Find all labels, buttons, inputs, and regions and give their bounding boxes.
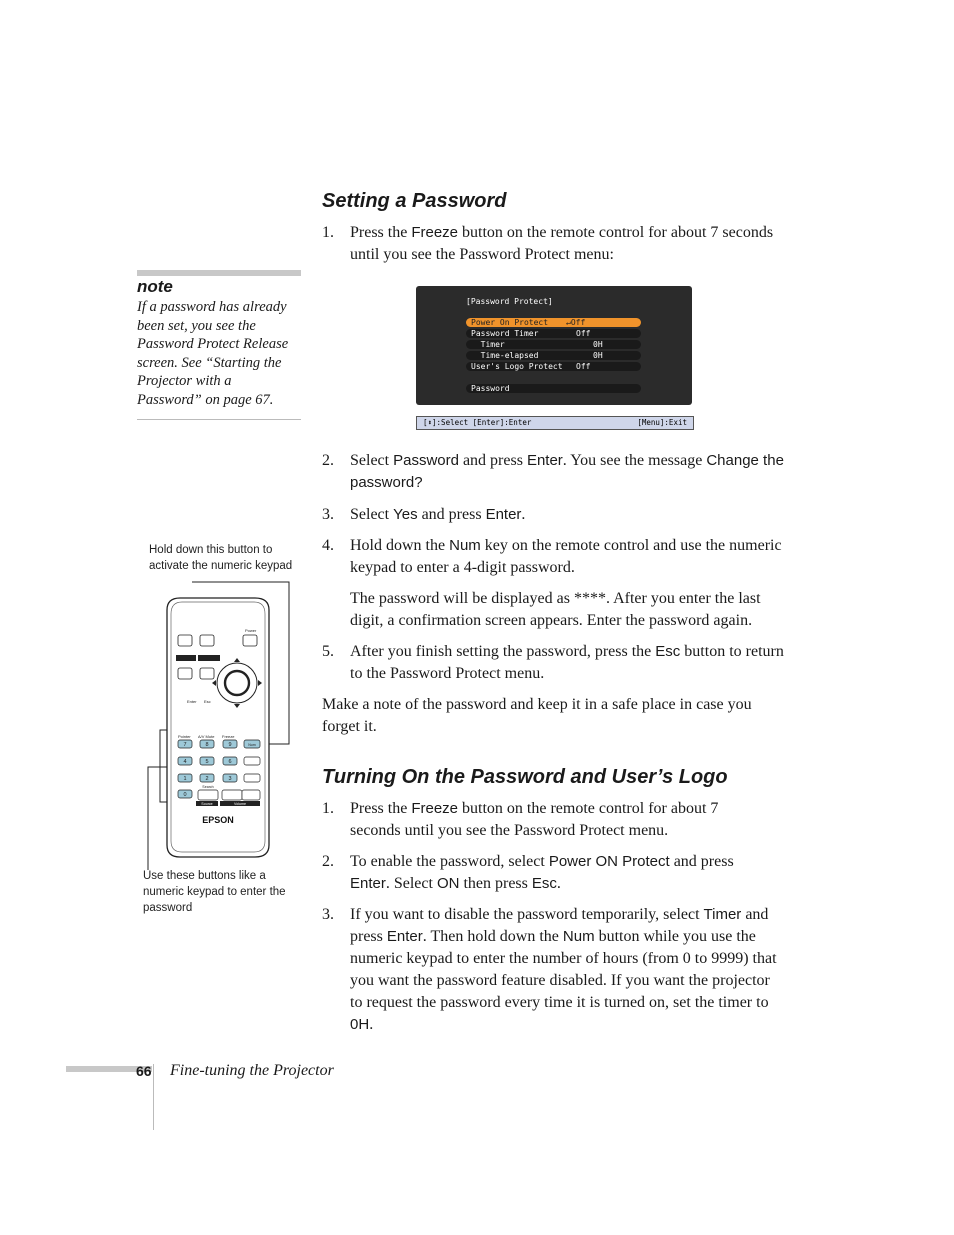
- remote-control-illustration: [130, 570, 310, 870]
- menu-item-users-logo-protect[interactable]: User's Logo Protect: [471, 362, 563, 371]
- remote-label: A/V Mute: [198, 734, 215, 739]
- step-number: 5.: [322, 643, 334, 660]
- footer-divider: [153, 1064, 154, 1130]
- step-text: To enable the password, select Power ON Protect and press Enter. Select ON then press Esc.: [350, 853, 734, 892]
- status-right: [Menu]:Exit: [637, 418, 687, 427]
- menu-status-bar: [416, 416, 694, 430]
- menu-item-timer[interactable]: Timer: [471, 340, 505, 349]
- step-number: 1.: [322, 800, 334, 817]
- remote-label: Esc: [204, 699, 211, 704]
- remote-label: Enter: [187, 699, 197, 704]
- password-protect-menu: [416, 286, 692, 405]
- menu-value: 0H: [593, 351, 603, 360]
- remote-label: Search: [202, 785, 214, 789]
- keypad-key[interactable]: 4: [183, 759, 187, 765]
- note-top-rule: [137, 270, 301, 276]
- make-note-paragraph: Make a note of the password and keep it in a safe place in case you forget it.: [322, 696, 752, 735]
- menu-title: [Password Protect]: [466, 297, 553, 306]
- note-text: If a password has already been set, you see the Password Protect Release screen. See “Starting the Projector with a Password” on page 67.: [137, 299, 289, 408]
- step-text: Select Password and press Enter. You see the message Change the password?: [350, 452, 784, 491]
- step-text: Press the Freeze button on the remote control for about 7 seconds until you see the Password Protect menu:: [350, 224, 774, 263]
- remote-label: Source: [201, 802, 213, 806]
- remote-brand: EPSON: [202, 815, 234, 825]
- status-left: [⬍]:Select [Enter]:Enter: [423, 418, 532, 427]
- keypad-key[interactable]: 7: [183, 742, 187, 748]
- step-text: Hold down the Num key on the remote control and use the numeric keypad to enter a 4-digit password.: [350, 537, 782, 576]
- note-bottom-rule: [137, 419, 301, 420]
- step-number: 3.: [322, 906, 334, 923]
- menu-value: ↵Off: [566, 318, 586, 327]
- step-text: If you want to disable the password temporarily, select Timer and press Enter. Then hold down the Num button while you use the numeric keypad to enter the number of hours (from 0 to 9999) that you want the password feature disabled. If you want the projector to request the password every time it is turned on, set the timer to 0H.: [350, 906, 777, 1033]
- remote-label: Volume: [234, 802, 246, 806]
- step-number: 2.: [322, 452, 334, 469]
- keypad-key[interactable]: 3: [228, 776, 232, 782]
- step-number: 4.: [322, 537, 334, 554]
- page-number: 66: [136, 1063, 152, 1079]
- menu-value: 0H: [593, 340, 603, 349]
- note-title: note: [137, 277, 173, 296]
- step-number: 3.: [322, 506, 334, 523]
- step-extra-text: The password will be displayed as ****. After you enter the last digit, a confirmation screen appears. Enter the password again.: [350, 590, 761, 629]
- menu-value: Off: [576, 329, 591, 338]
- menu-item-power-on-protect[interactable]: Power On Protect: [471, 318, 549, 327]
- section-heading-setting-password: Setting a Password: [322, 190, 507, 212]
- remote-label: Freeze: [222, 734, 235, 739]
- step-text: After you finish setting the password, press the Esc button to return to the Password Protect menu.: [350, 643, 784, 682]
- keypad-key[interactable]: 9: [228, 742, 232, 748]
- remote-label: Power: [245, 628, 257, 633]
- step-text: Select Yes and press Enter.: [350, 506, 526, 523]
- keypad-key[interactable]: 6: [228, 759, 232, 765]
- step-number: 1.: [322, 224, 334, 241]
- running-footer: Fine-tuning the Projector: [170, 1062, 334, 1079]
- remote-label: Pointer: [178, 734, 191, 739]
- callout-keypad-buttons: Use these buttons like a numeric keypad to enter the password: [143, 870, 286, 914]
- return-icon: ↵: [566, 318, 571, 327]
- keypad-key[interactable]: 8: [205, 742, 209, 748]
- step-text: Press the Freeze button on the remote control for about 7 seconds until you see the Password Protect menu.: [350, 800, 719, 839]
- keypad-key[interactable]: 0: [183, 792, 187, 798]
- menu-item-password-timer[interactable]: Password Timer: [471, 329, 539, 338]
- callout-num-button: Hold down this button to activate the numeric keypad: [149, 544, 293, 572]
- keypad-key[interactable]: 5: [205, 759, 209, 765]
- keypad-key[interactable]: 2: [205, 776, 209, 782]
- keypad-key[interactable]: 1: [183, 776, 187, 782]
- step-number: 2.: [322, 853, 334, 870]
- num-key[interactable]: Num: [248, 743, 256, 747]
- menu-item-time-elapsed[interactable]: Time-elapsed: [471, 351, 539, 360]
- menu-item-password[interactable]: Password: [471, 384, 510, 393]
- menu-value: Off: [576, 362, 591, 371]
- section-heading-turning-on-password: Turning On the Password and User’s Logo: [322, 766, 728, 788]
